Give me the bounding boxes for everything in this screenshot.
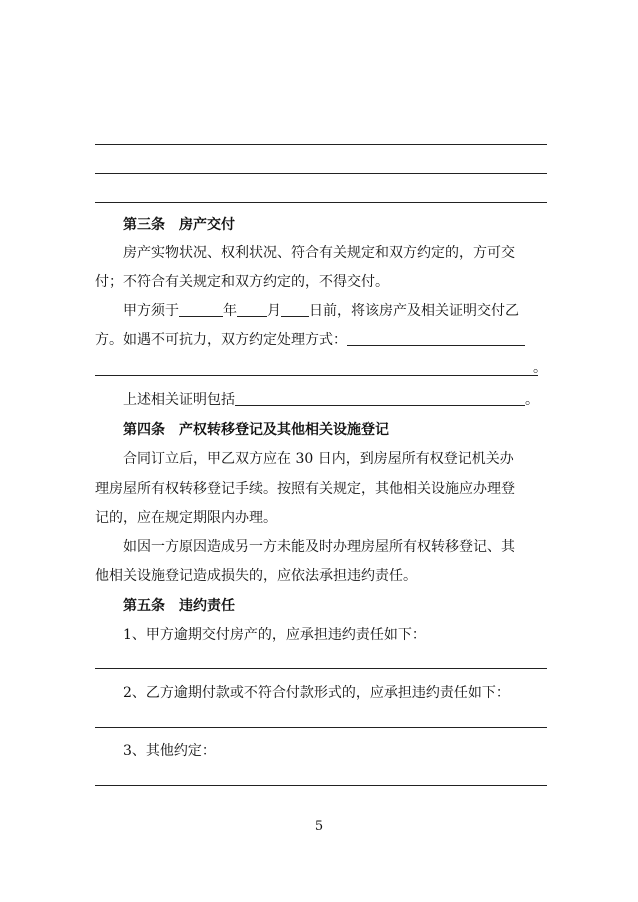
article4-paragraph-line: 记的，应在规定期限内办理。 bbox=[95, 510, 277, 526]
article4-paragraph-line: 理房屋所有权转移登记手续。按照有关规定，其他相关设施应办理登 bbox=[95, 481, 515, 497]
page-number: 5 bbox=[314, 819, 324, 834]
article4-title: 产权转移登记及其他相关设施登记 bbox=[179, 422, 389, 438]
blank-fill-line bbox=[95, 144, 547, 145]
article5-item-2: 2、乙方逾期付款或不符合付款形式的，应承担违约责任如下： bbox=[123, 685, 510, 701]
article3-number: 第三条 bbox=[123, 217, 165, 233]
continuation-blank bbox=[95, 375, 538, 376]
article3-certificates-line bbox=[123, 390, 547, 410]
text-fragment: 上述相关证明包括 bbox=[123, 392, 235, 408]
text-fragment: 月 bbox=[267, 303, 281, 319]
blank-fill-line bbox=[95, 727, 547, 728]
blank-fill-line bbox=[95, 173, 547, 174]
force-majeure-blank bbox=[347, 331, 525, 346]
day-blank bbox=[281, 302, 309, 317]
article5-number: 第五条 bbox=[123, 598, 165, 614]
article3-delivery-date-line bbox=[123, 301, 547, 321]
article5-item-3: 3、其他约定： bbox=[123, 743, 216, 759]
text-fragment: 。 bbox=[525, 392, 539, 408]
text-fragment: 日前，将该房产及相关证明交付乙 bbox=[309, 303, 519, 319]
blank-fill-line bbox=[95, 668, 547, 669]
article5-item-1: 1、甲方逾期交付房产的，应承担违约责任如下： bbox=[123, 627, 426, 643]
text-fragment: 年 bbox=[223, 303, 237, 319]
article3-heading bbox=[123, 215, 547, 235]
text-fragment: 。 bbox=[533, 360, 547, 376]
article4-number: 第四条 bbox=[123, 422, 165, 438]
article3-paragraph-line: 房产实物状况、权利状况、符合有关规定和双方约定的，方可交 bbox=[123, 245, 515, 261]
force-majeure-continuation bbox=[95, 358, 547, 378]
article4-paragraph-line: 合同订立后，甲乙双方应在 30 日内，到房屋所有权登记机关办 bbox=[123, 451, 514, 467]
article4-paragraph-line: 如因一方原因造成另一方未能及时办理房屋所有权转移登记、其 bbox=[123, 539, 515, 555]
article3-force-majeure-line bbox=[95, 330, 547, 350]
blank-fill-line bbox=[95, 202, 547, 203]
year-blank bbox=[179, 302, 223, 317]
certificates-blank bbox=[235, 391, 525, 406]
blank-fill-line bbox=[95, 785, 547, 786]
article4-heading bbox=[123, 420, 547, 440]
month-blank bbox=[237, 302, 267, 317]
article3-title: 房产交付 bbox=[179, 217, 235, 233]
article4-paragraph-line: 他相关设施登记造成损失的，应依法承担违约责任。 bbox=[95, 568, 417, 584]
text-fragment: 甲方须于 bbox=[123, 303, 179, 319]
article3-paragraph-line: 付；不符合有关规定和双方约定的，不得交付。 bbox=[95, 274, 389, 290]
article5-heading bbox=[123, 596, 547, 616]
text-fragment: 方。如遇不可抗力，双方约定处理方式： bbox=[95, 332, 347, 348]
article5-title: 违约责任 bbox=[179, 598, 235, 614]
